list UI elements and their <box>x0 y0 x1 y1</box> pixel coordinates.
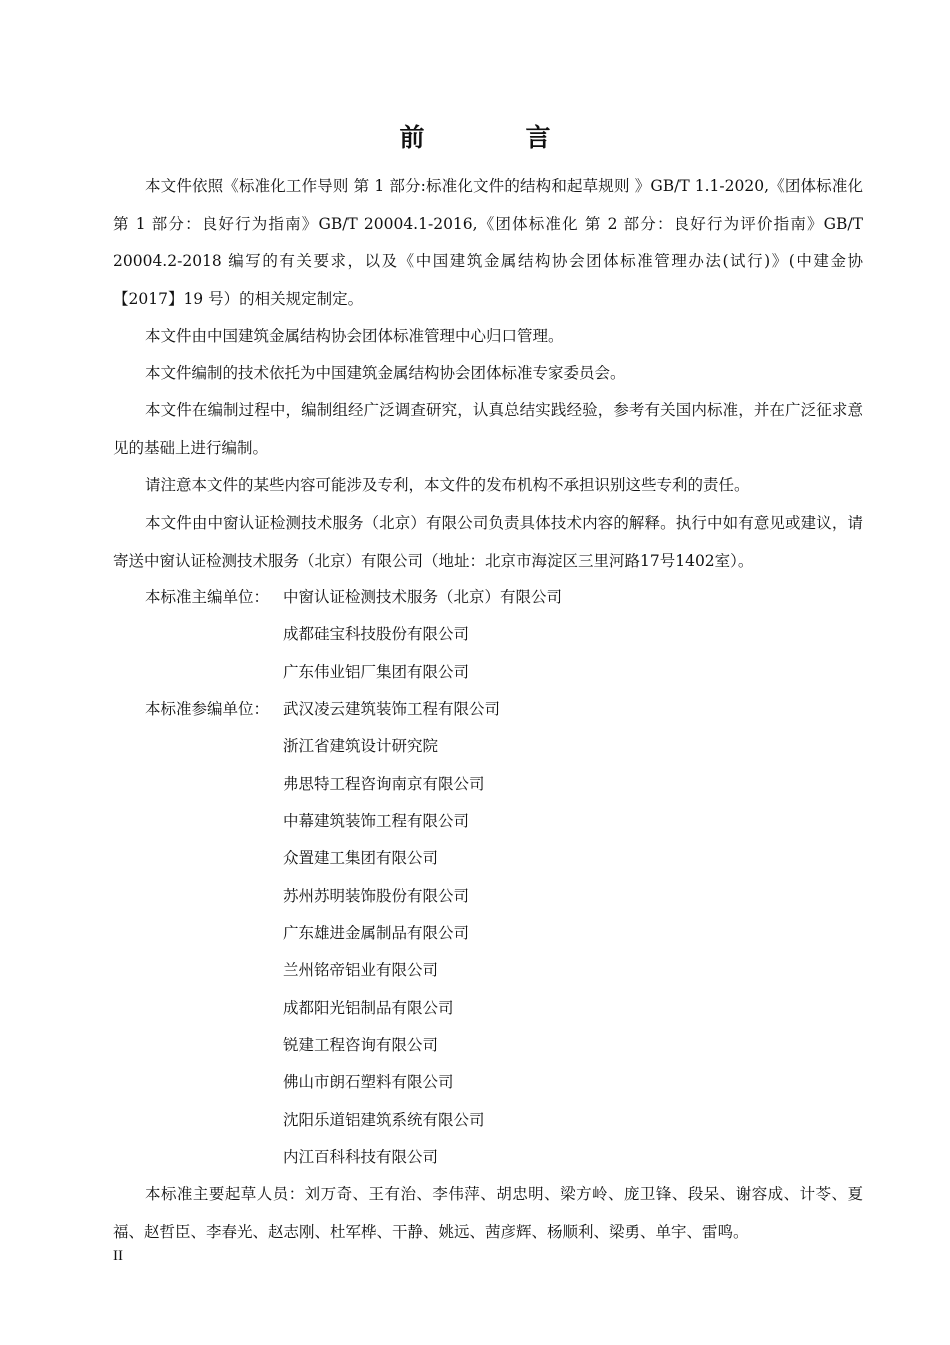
paragraph-management: 本文件由中国建筑金属结构协会团体标准管理中心归口管理。 <box>145 327 564 345</box>
participating-unit: 中幕建筑装饰工程有限公司 <box>283 812 470 830</box>
paragraph-basis: 本文件依照《标准化工作导则 第 1 部分:标准化文件的结构和起草规则 》GB/T 1.1-2020,《团体标准化 第 1 部分：良好行为指南》GB/T 20004.1-2016,《团体标准化 第 2 部分：良好行为评价指南》GB/T 20004.2-2018 编写的有关要求，以及《中国建筑金属结构协会团体标准管理办法(试行)》(中建金协【2017】19 号）的相关规定制定。 <box>113 177 863 308</box>
participating-unit: 众置建工集团有限公司 <box>283 849 439 867</box>
paragraph-compilation: 本文件在编制过程中，编制组经广泛调查研究，认真总结实践经验，参考有关国内标准，并在广泛征求意见的基础上进行编制。 <box>113 401 863 457</box>
participating-unit: 苏州苏明装饰股份有限公司 <box>283 887 470 905</box>
chief-unit: 广东伟业铝厂集团有限公司 <box>283 663 470 681</box>
paragraph-interpretation: 本文件由中窗认证检测技术服务（北京）有限公司负责具体技术内容的解释。执行中如有意见或建议，请寄送中窗认证检测技术服务（北京）有限公司（地址：北京市海淀区三里河路17号1402室）。 <box>113 514 863 570</box>
chief-unit: 成都硅宝科技股份有限公司 <box>283 625 470 643</box>
chief-unit: 中窗认证检测技术服务（北京）有限公司 <box>283 588 563 606</box>
participating-units-label: 本标准参编单位： <box>145 700 270 718</box>
participating-unit: 广东雄进金属制品有限公司 <box>283 924 470 942</box>
participating-unit: 沈阳乐道铝建筑系统有限公司 <box>283 1111 485 1129</box>
participating-unit: 锐建工程咨询有限公司 <box>283 1036 439 1054</box>
paragraph-technical-support: 本文件编制的技术依托为中国建筑金属结构协会团体标准专家委员会。 <box>145 364 626 382</box>
participating-unit: 武汉凌云建筑装饰工程有限公司 <box>283 700 501 718</box>
participating-unit: 内江百科科技有限公司 <box>283 1148 439 1166</box>
participating-unit: 成都阳光铝制品有限公司 <box>283 999 454 1017</box>
participating-unit: 浙江省建筑设计研究院 <box>283 737 439 755</box>
page-title: 前 言 <box>399 123 589 152</box>
participating-unit: 佛山市朗石塑料有限公司 <box>283 1073 454 1091</box>
participating-unit: 兰州铭帝铝业有限公司 <box>283 961 439 979</box>
page-number: II <box>113 1248 123 1264</box>
chief-units-label: 本标准主编单位： <box>145 588 270 606</box>
paragraph-patent-notice: 请注意本文件的某些内容可能涉及专利，本文件的发布机构不承担识别这些专利的责任。 <box>145 476 750 494</box>
paragraph-drafters: 本标准主要起草人员：刘万奇、王有治、李伟萍、胡忠明、梁方岭、庞卫锋、段呆、谢容成、计苓、夏福、赵哲臣、李春光、赵志刚、杜军桦、干静、姚远、茜彦辉、杨顺利、梁勇、单宇、雷鸣。 <box>113 1185 863 1241</box>
participating-unit: 弗思特工程咨询南京有限公司 <box>283 775 485 793</box>
